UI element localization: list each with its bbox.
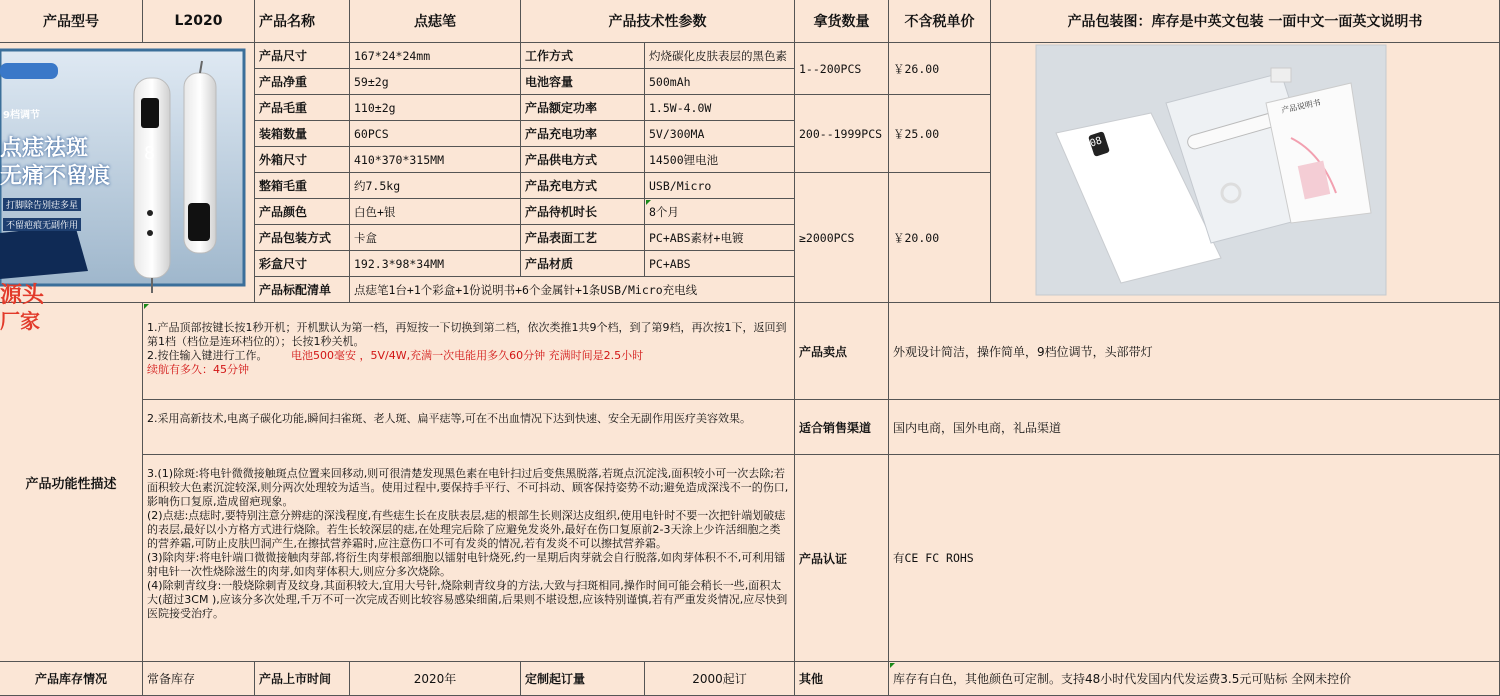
stock-value[interactable]: 常备库存: [143, 662, 255, 696]
spec-value-config[interactable]: 点痣笔1台+1个彩盒+1份说明书+6个金属针+1条USB/Micro充电线: [350, 277, 795, 303]
method-granulation: (3)除肉芽:将电针端口微微接触肉芽部,将衍生肉芽根部细胞以镭射电针烧死,约一星期后肉芽就会自行脱落,如肉芽体积不不,可利用镭射电针一次性烧除滋生的肉芽,如肉芽体积大,则应分多次烧除。: [147, 551, 786, 578]
spec-value-net-weight[interactable]: 59±2g: [350, 69, 521, 95]
package-manual-title: 产品说明书: [1280, 97, 1322, 116]
stock-label[interactable]: 产品库存情况: [0, 662, 143, 696]
price-tier-1[interactable]: ￥26.00: [889, 43, 991, 95]
spec-label-power-supply[interactable]: 产品供电方式: [521, 147, 645, 173]
usage-line-1: 1.产品顶部按键长按1秒开机；开机默认为第一档，再短按一下切换到第二档，依次类推1共9个档，到了第9档，再次按1下，返回到第1档（档位是连环档位的）；长按1秒关机。: [147, 321, 787, 348]
spec-value-charge-mode[interactable]: USB/Micro: [645, 173, 795, 199]
name-value[interactable]: 点痣笔: [350, 0, 521, 43]
cert-label[interactable]: 产品认证: [795, 455, 889, 662]
spec-label-material[interactable]: 产品材质: [521, 251, 645, 277]
qty-tier-1[interactable]: 1--200PCS: [795, 43, 889, 95]
image-headline-1: 点痣祛斑: [0, 136, 89, 161]
spec-label-surface[interactable]: 产品表面工艺: [521, 225, 645, 251]
price-label[interactable]: 不含税单价: [889, 0, 991, 43]
image-badge: 9档调节: [3, 110, 40, 121]
selling-label[interactable]: 产品卖点: [795, 303, 889, 400]
spec-label-charge-mode[interactable]: 产品充电方式: [521, 173, 645, 199]
method-moles: (2)点痣:点痣时,要特别注意分辨痣的深浅程度,有些痣生长在皮肤表层,痣的根部生长则深达皮组织,使用电针时不要一次把针端划破痣的表层,最好以小方格方式进行烧除。若生长较深层的痣,在处理完后除了应避免发炎外,最好在伤口复原前2-3天涂上少许活细胞之类的营养霜,可防止皮肤凹洞产生,在擦拭营养霜时,应注意伤口不可有发炎的情况,若有发炎不可以擦拭营养霜。: [147, 509, 786, 550]
spec-label-box-size[interactable]: 彩盒尺寸: [255, 251, 350, 277]
image-headline-2: 无痛不留痕: [0, 164, 111, 189]
spec-value-size[interactable]: 167*24*24mm: [350, 43, 521, 69]
spec-label-carton-size[interactable]: 外箱尺寸: [255, 147, 350, 173]
spec-label-packaging[interactable]: 产品包装方式: [255, 225, 350, 251]
launch-value[interactable]: 2020年: [350, 662, 521, 696]
spec-label-standby[interactable]: 产品待机时长: [521, 199, 645, 225]
spec-label-rated-power[interactable]: 产品额定功率: [521, 95, 645, 121]
usage-endurance-note: 续航有多久：45分钟: [147, 363, 249, 376]
qty-label[interactable]: 拿货数量: [795, 0, 889, 43]
spec-value-box-size[interactable]: 192.3*98*34MM: [350, 251, 521, 277]
price-tier-3[interactable]: ￥20.00: [889, 173, 991, 303]
spec-value-work-mode[interactable]: 灼烧碳化皮肤表层的黑色素: [645, 43, 795, 69]
spec-value-gross-weight[interactable]: 110±2g: [350, 95, 521, 121]
spec-label-packing-qty[interactable]: 装箱数量: [255, 121, 350, 147]
function-technology[interactable]: 2.采用高新技术,电离子碳化功能,瞬间扫雀斑、老人斑、扁平痣等,可在不出血情况下达到快速、安全无副作用医疗美容效果。: [143, 400, 795, 455]
spec-value-charge-power[interactable]: 5V/300MA: [645, 121, 795, 147]
packaging-label[interactable]: 产品包装图：库存是中英文包装 一面中文一面英文说明书: [991, 0, 1500, 43]
other-label[interactable]: 其他: [795, 662, 889, 696]
package-photo-cell[interactable]: [991, 43, 1500, 303]
spec-label-charge-power[interactable]: 产品充电功率: [521, 121, 645, 147]
image-bottom-1: 源头: [0, 283, 45, 308]
spec-label-net-weight[interactable]: 产品净重: [255, 69, 350, 95]
spec-label-color[interactable]: 产品颜色: [255, 199, 350, 225]
image-bottom-2: 厂家: [0, 309, 40, 333]
image-display-digit: 8: [144, 143, 155, 164]
function-methods-text: [147, 467, 790, 621]
cert-value[interactable]: 有CE FC ROHS: [889, 455, 1500, 662]
channel-label[interactable]: 适合销售渠道: [795, 400, 889, 455]
params-label[interactable]: 产品技术性参数: [521, 0, 795, 43]
spec-value-surface[interactable]: PC+ABS素材+电镀: [645, 225, 795, 251]
function-usage[interactable]: [143, 303, 795, 400]
spec-label-config[interactable]: 产品标配清单: [255, 277, 350, 303]
spec-value-power-supply[interactable]: 14500锂电池: [645, 147, 795, 173]
spec-value-carton-weight[interactable]: 约7.5kg: [350, 173, 521, 199]
qty-tier-2[interactable]: 200--1999PCS: [795, 95, 889, 173]
moq-value[interactable]: 2000起订: [645, 662, 795, 696]
selling-value[interactable]: 外观设计简洁，操作简单，9档位调节，头部带灯: [889, 303, 1500, 400]
method-tattoo: (4)除刺青纹身:一般烧除刺青及纹身,其面积较大,宜用大号针,烧除刺青纹身的方法,大致与扫斑相同,操作时间可能会稍长一些,面积太大(超过3CM ),应该分多次处理,千万不可一次完成否则比较容易感染细菌,后果则不堪设想,应该特别谨慎,若有严重发炎情况,应尽快到医院接受治疗。: [147, 579, 788, 620]
qty-tier-3[interactable]: ≥2000PCS: [795, 173, 889, 303]
spec-value-packing-qty[interactable]: 60PCS: [350, 121, 521, 147]
image-tag-2: 不留疤痕无副作用: [3, 218, 81, 231]
function-label[interactable]: 产品功能性描述: [0, 303, 143, 662]
spec-value-carton-size[interactable]: 410*370*315MM: [350, 147, 521, 173]
channel-value[interactable]: 国内电商，国外电商，礼品渠道: [889, 400, 1500, 455]
spec-value-material[interactable]: PC+ABS: [645, 251, 795, 277]
price-tier-2[interactable]: ￥25.00: [889, 95, 991, 173]
spec-value-packaging[interactable]: 卡盒: [350, 225, 521, 251]
image-tag-1: 打脚除告别痣多星: [3, 198, 81, 211]
moq-label[interactable]: 定制起订量: [521, 662, 645, 696]
function-methods[interactable]: [143, 455, 795, 662]
function-usage-text: [147, 321, 790, 377]
package-photo: [991, 43, 1500, 303]
spec-label-work-mode[interactable]: 工作方式: [521, 43, 645, 69]
name-label[interactable]: 产品名称: [255, 0, 350, 43]
other-value[interactable]: 库存有白色，其他颜色可定制。支持48小时代发国内代发运费3.5元可贴标 全网未控价: [889, 662, 1500, 696]
spec-value-rated-power[interactable]: 1.5W-4.0W: [645, 95, 795, 121]
spec-value-battery[interactable]: 500mAh: [645, 69, 795, 95]
model-label[interactable]: 产品型号: [0, 0, 143, 43]
usage-battery-note: 电池500毫安 ，5V/4W,充满一次电能用多久60分钟 充满时间是2.5小时: [291, 349, 644, 362]
spec-label-carton-weight[interactable]: 整箱毛重: [255, 173, 350, 199]
model-value[interactable]: L2020: [143, 0, 255, 43]
spec-value-standby[interactable]: 8个月: [645, 199, 795, 225]
spec-label-battery[interactable]: 电池容量: [521, 69, 645, 95]
package-box-display: 08: [1088, 135, 1104, 150]
usage-line-2: 2.按住输入键进行工作。: [147, 349, 268, 362]
method-spots: 3.(1)除斑:将电针微微接触斑点位置来回移动,则可很清楚发现黑色素在电针扫过后变焦黑脱落,若斑点沉淀浅,面积较小可一次去除;若面积较大色素沉淀较深,则分两次处理较为适当。使用过程中,要保持手平行、不可抖动、顾客保持姿势不动;避免造成深浅不一的伤口,影响伤口复原,造成留疤现象。: [147, 467, 789, 508]
spec-label-size[interactable]: 产品尺寸: [255, 43, 350, 69]
product-image-cell[interactable]: [0, 43, 255, 333]
spec-value-color[interactable]: 白色+银: [350, 199, 521, 225]
launch-label[interactable]: 产品上市时间: [255, 662, 350, 696]
spec-label-gross-weight[interactable]: 产品毛重: [255, 95, 350, 121]
